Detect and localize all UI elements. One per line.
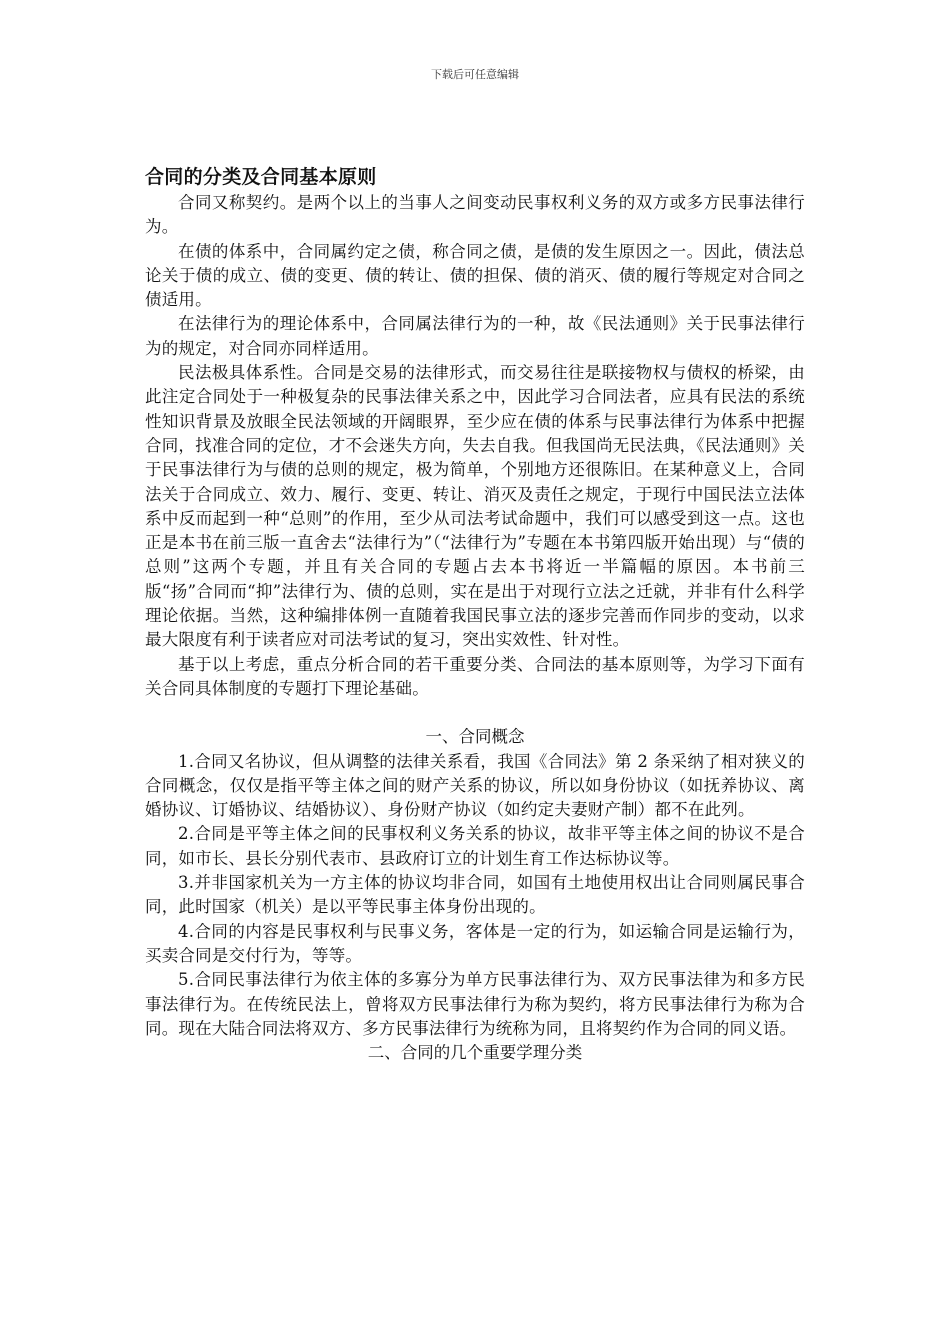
intro-paragraph-3: 在法律行为的理论体系中，合同属法律行为的一种，故《民法通则》关于民事法律行为的规定，对合同亦同样适用。 [145,314,805,358]
intro-paragraph-1: 合同又称契约。是两个以上的当事人之间变动民事权利义务的双方或多方民事法律行为。 [145,193,805,237]
document-body [145,163,805,1065]
intro-paragraph-2: 在债的体系中，合同属约定之债，称合同之债，是债的发生原因之一。因此，债法总论关于债的成立、债的变更、债的转让、债的担保、债的消灭、债的履行等规定对合同之债适用。 [145,241,805,310]
section-spacer [145,701,805,725]
intro-paragraph-5: 基于以上考虑，重点分析合同的若干重要分类、合同法的基本原则等，为学习下面有关合同具体制度的专题打下理论基础。 [145,654,805,698]
concept-item-2: 2.合同是平等主体之间的民事权利义务关系的协议，故非平等主体之间的协议不是合同，如市长、县长分别代表市、县政府订立的计划生育工作达标协议等。 [145,824,805,868]
concept-item-4: 4.合同的内容是民事权利与民事义务，客体是一定的行为，如运输合同是运输行为，买卖合同是交付行为，等等。 [145,921,805,965]
section-heading-concept: 一、合同概念 [425,727,525,747]
intro-paragraph-4: 民法极具体系性。合同是交易的法律形式，而交易往往是联接物权与债权的桥梁，由此注定合同处于一种极复杂的民事法律关系之中，因此学习合同法者，应具有民法的系统性知识背景及放眼全民法领域的开阔眼界，至少应在债的体系与民事法律行为体系中把握合同，找准合同的定位，才不会迷失方向，失去自我。但我国尚无民法典，《民法通则》关于民事法律行为与债的总则的规定，极为简单，个别地方还很陈旧。在某种意义上，合同法关于合同成立、效力、履行、变更、转让、消灭及责任之规定，于现行中国民法立法体系中反而起到一种“总则”的作用，至少从司法考试命题中，我们可以感受到这一点。这也正是本书在前三版一直舍去“法律行为”（“法律行为”专题在本书第四版开始出现）与“债的总则”这两个专题，并且有关合同的专题占去本书将近一半篇幅的原因。本书前三版“扬”合同而“抑”法律行为、债的总则，实在是出于对现行立法之迁就，并非有什么科学理论依据。当然，这种编排体例一直随着我国民事立法的逐步完善而作同步的变动，以求最大限度有利于读者应对司法考试的复习，突出实效性、针对性。 [145,363,805,650]
concept-item-1: 1.合同又名协议，但从调整的法律关系看，我国《合同法》第 2 条采纳了相对狭义的合同概念，仅仅是指平等主体之间的财产关系的协议，所以如身份协议（如抚养协议、离婚协议、订婚协议、结婚协议）、身份财产协议（如约定夫妻财产制）都不在此列。 [145,751,805,820]
document-title: 合同的分类及合同基本原则 [145,166,377,188]
concept-item-5: 5.合同民事法律行为依主体的多寡分为单方民事法律行为、双方民事法律为和多方民事法律行为。在传统民法上，曾将双方民事法律行为称为契约，将方民事法律行为称为合同。现在大陆合同法将双方、多方民事法律行为统称为同，且将契约作为合同的同义语。 [145,970,805,1038]
section-heading-classification: 二、合同的几个重要学理分类 [367,1043,583,1063]
concept-item-3: 3.并非国家机关为一方主体的协议均非合同，如国有土地使用权出让合同则属民事合同，此时国家（机关）是以平等民事主体身份出现的。 [145,873,805,917]
page-header-note: 下载后可任意编辑 [431,68,519,81]
